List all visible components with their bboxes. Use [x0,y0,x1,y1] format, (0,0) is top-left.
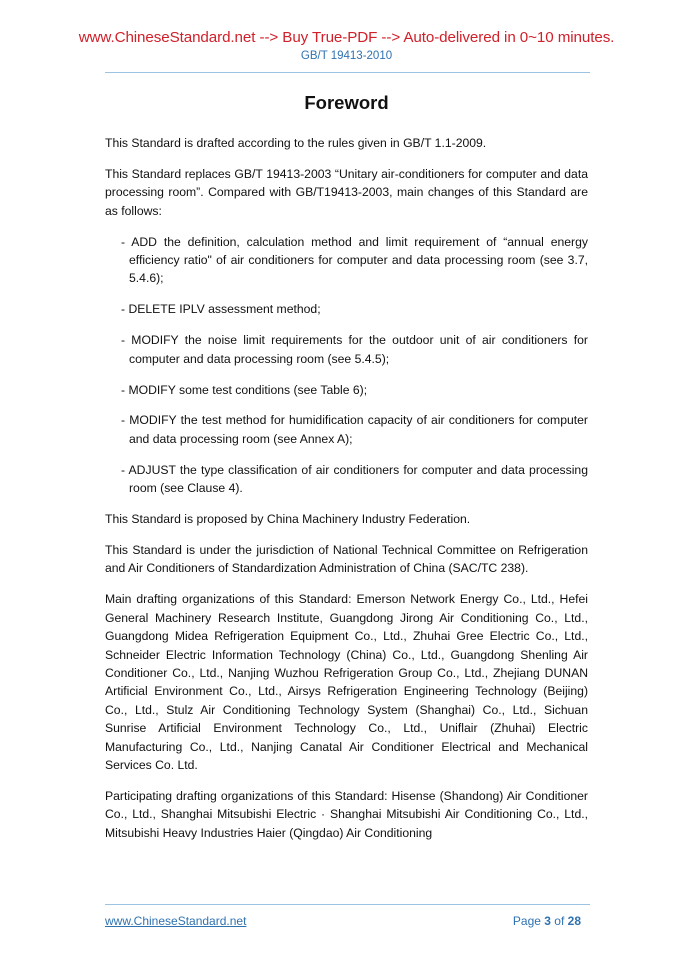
page-of: of [550,914,568,928]
document-id: GB/T 19413-2010 [300,50,393,62]
paragraph-participating: Participating drafting organizations of this Standard: Hisense (Shandong) Air Conditioner Co., Ltd., Shanghai Mitsubishi Electric · Shanghai Mitsubishi Air Conditioning Co., Ltd., Mitsubishi Heavy Industries Haier (Qingdao) Air Conditioning [105,788,588,840]
change-item: - MODIFY some test conditions (see Table 6); [121,382,368,397]
page-current: 3 [544,914,551,928]
footer-website-link[interactable]: www.ChineseStandard.net [105,914,247,928]
change-item: - MODIFY the test method for humidification capacity of air conditioners for computer and data processing room (see Annex A); [121,413,588,446]
change-item: - MODIFY the noise limit requirements for the outdoor unit of air conditioners for computer and data processing room (see 5.4.5); [121,333,588,366]
document-body [105,134,588,855]
paragraph-replaces: This Standard replaces GB/T 19413-2003 “Unitary air-conditioners for computer and data processing room”. Compared with GB/T19413-2003, main changes of this Standard are as follows: [105,166,588,218]
paragraph-drafting-rules: This Standard is drafted according to the rules given in GB/T 1.1-2009. [105,136,487,150]
change-item: - DELETE IPLV assessment method; [121,302,321,317]
paragraph-proposed-by: This Standard is proposed by China Machinery Industry Federation. [105,512,471,527]
page-number [513,914,581,928]
page-total: 28 [567,914,581,928]
paragraph-jurisdiction: This Standard is under the jurisdiction of National Technical Committee on Refrigeration and Air Conditioners of Standardization Administration of China (SAC/TC 238). [105,543,588,576]
change-item: - ADJUST the type classification of air conditioners for computer and data processing room (see Clause 4). [121,462,588,496]
change-item: - ADD the definition, calculation method and limit requirement of “annual energy efficiency ratio" of air conditioners for computer and data processing room (see 3.7, 5.4.6); [121,234,588,286]
footer-divider [105,904,590,905]
paragraph-main-drafting: Main drafting organizations of this Standard: Emerson Network Energy Co., Ltd., Hefei General Machinery Research Institute, Guangdong Jirong Air Conditioning Co., Ltd., Guangdong Midea Refrigeration Equipment Co., Ltd., Zhuhai Gree Electric Co., Ltd., Schneider Electric Information Technology (China) Co., Ltd., Guangdong Shenling Air Conditioner Co., Ltd., Nanjing Wuzhou Refrigeration Group Co., Ltd., Zhejiang DUNAN Artificial Environment Co., Ltd., Airsys Refrigeration Engineering Technology (Beijing) Co., Ltd., Stulz Air Conditioning Technology System (Shanghai) Co., Ltd., Sichuan Sunrise Artificial Environment Technology Co., Ltd., Uniflair (Zhuhai) Electric Manufacturing Co., Ltd., Nanjing Canatal Air Conditioner Electrical and Mechanical Services Co. Ltd. [105,592,588,772]
promo-banner[interactable]: www.ChineseStandard.net --> Buy True-PDF --> Auto-delivered in 0~10 minutes. [78,29,615,46]
header-divider [105,72,590,73]
page-prefix: Page [512,914,545,928]
page-title: Foreword [304,92,389,113]
